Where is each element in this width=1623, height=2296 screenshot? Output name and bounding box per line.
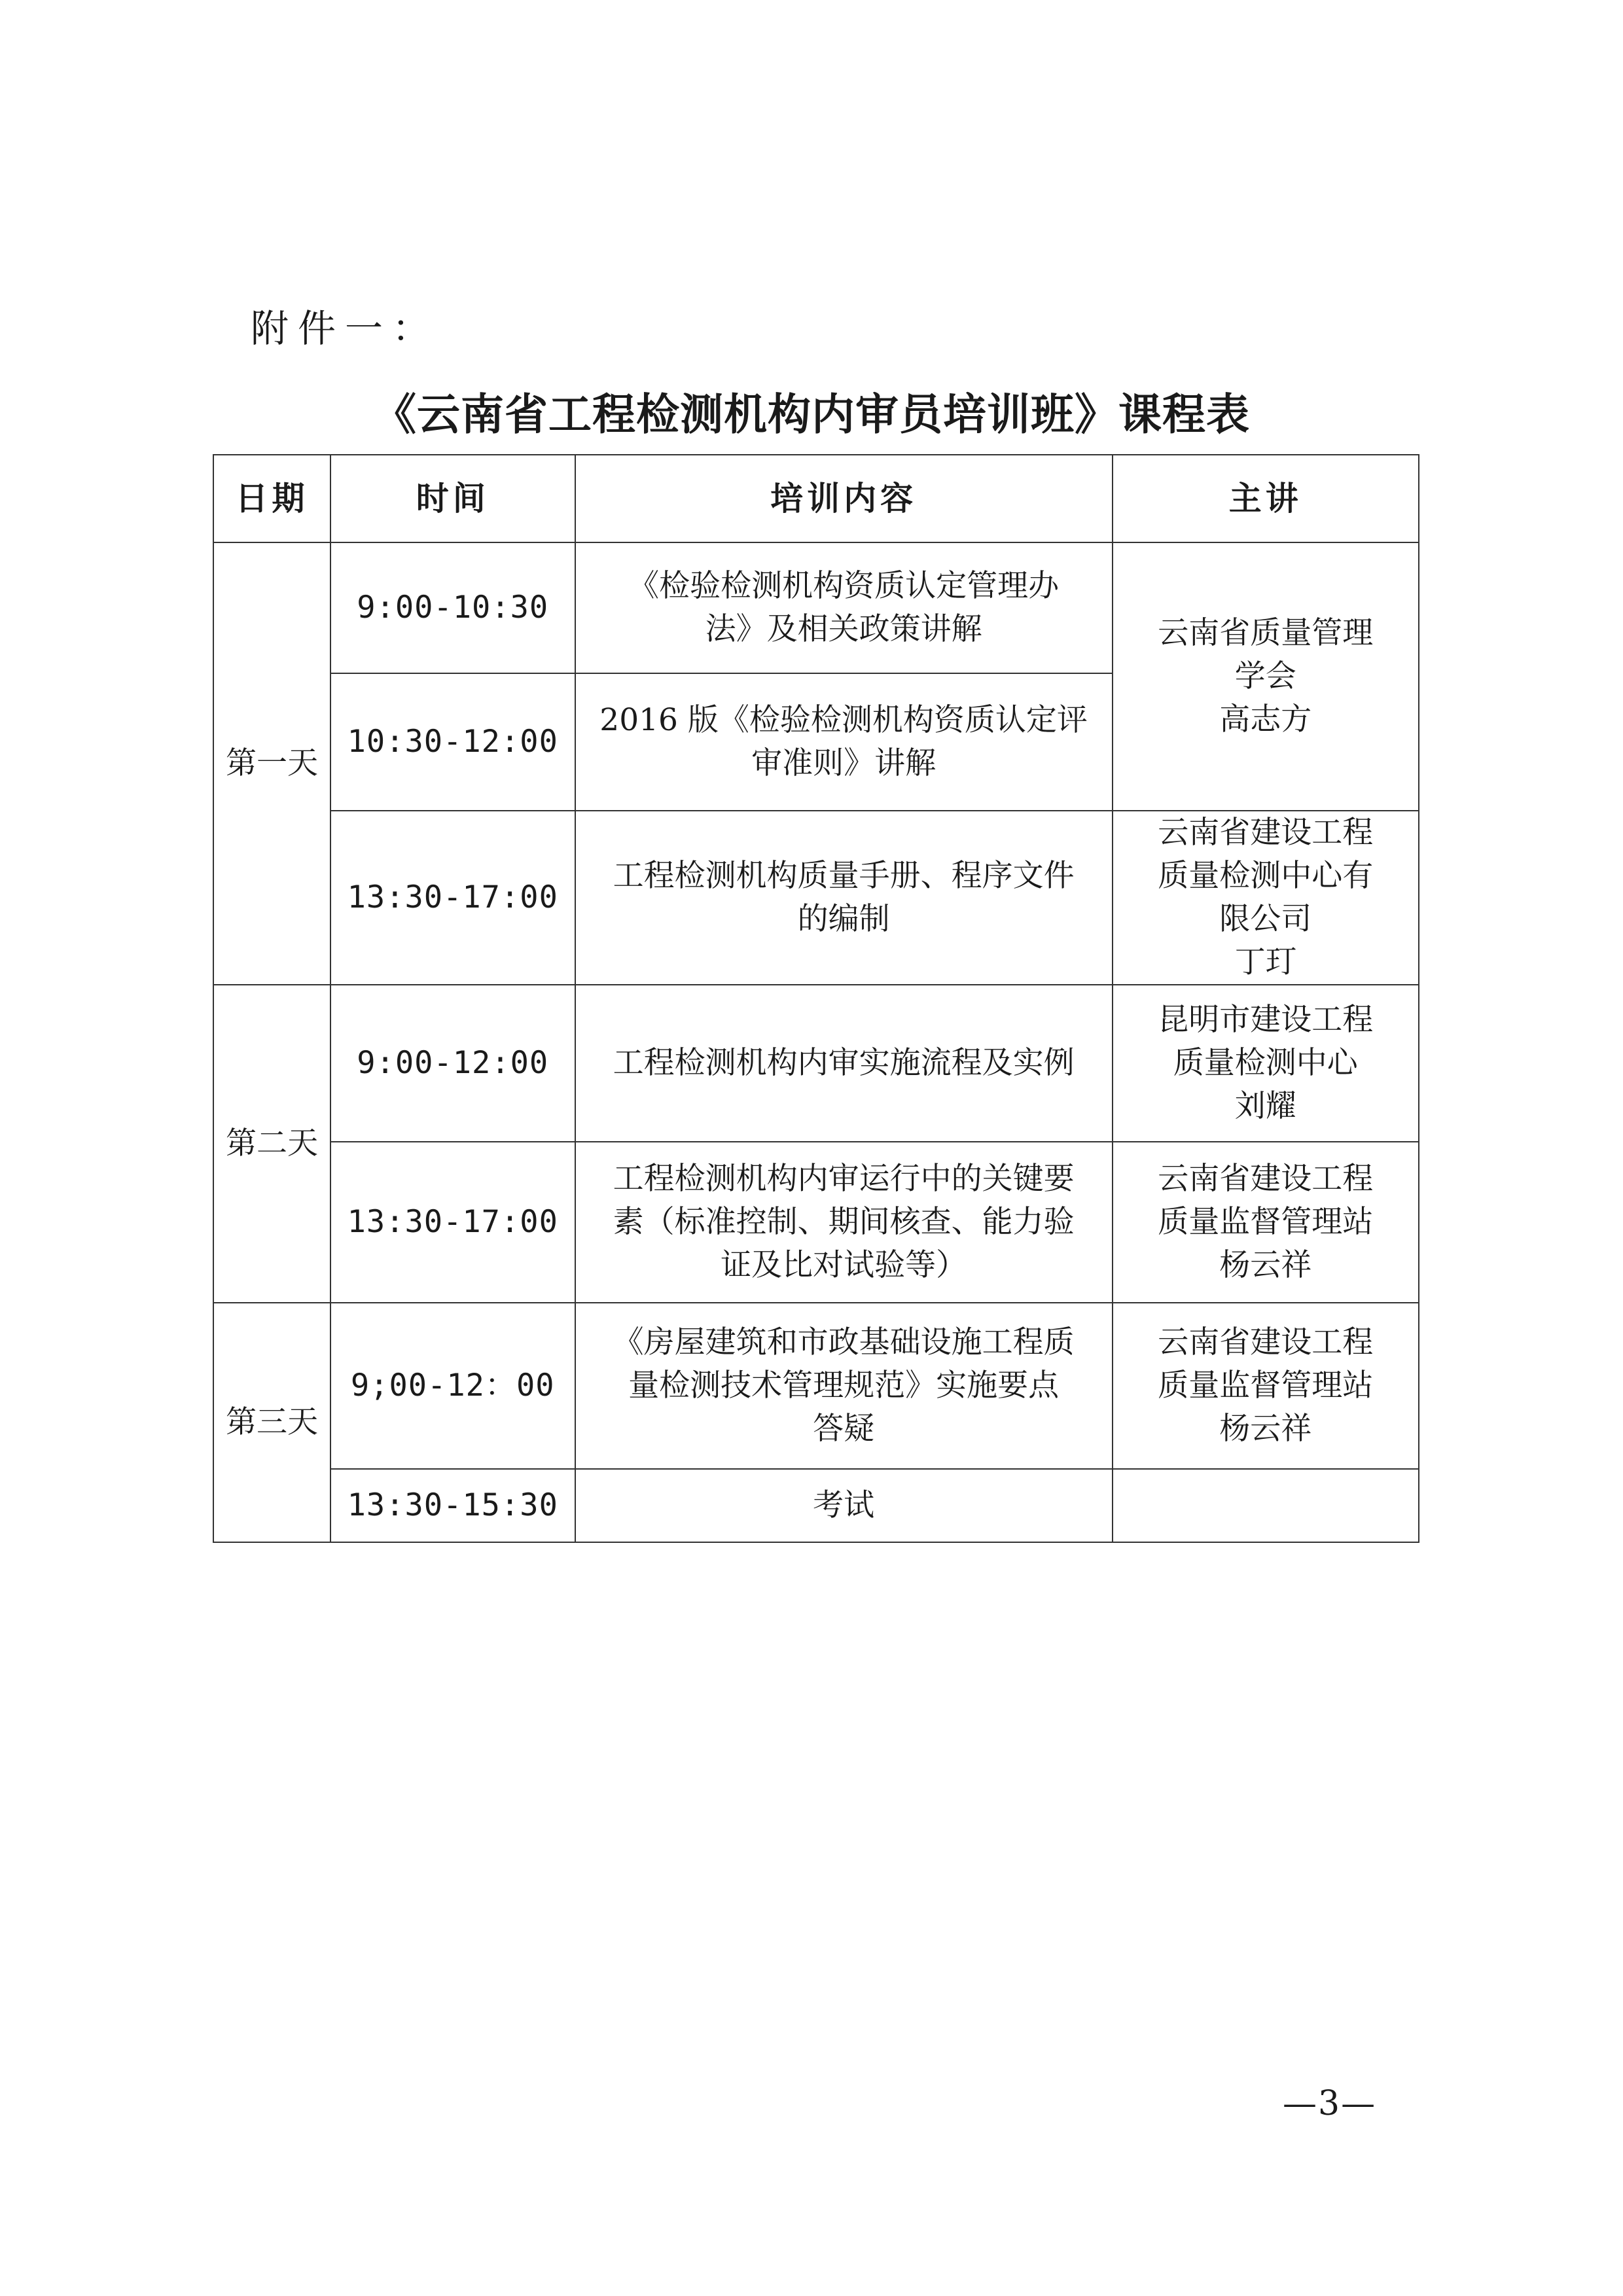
content-cell: 工程检测机构内审实施流程及实例 [575, 985, 1113, 1142]
header-content: 培训内容 [575, 455, 1113, 542]
attachment-label: 附件一： [251, 306, 440, 351]
document-title: 《云南省工程检测机构内审员培训班》课程表 [373, 389, 1250, 440]
table-header-row [213, 455, 1419, 542]
speaker-cell: 云南省建设工程 质量监督管理站 杨云祥 [1113, 1303, 1419, 1469]
time-cell: 13:30-17:00 [330, 811, 575, 985]
course-schedule-table [213, 454, 1419, 1543]
table-row [213, 542, 1419, 673]
speaker-cell: 云南省建设工程 质量监督管理站 杨云祥 [1113, 1142, 1419, 1303]
time-cell: 9:00-12:00 [330, 985, 575, 1142]
page-number: —3— [1283, 2084, 1377, 2123]
table-row [213, 1303, 1419, 1469]
table-row [213, 985, 1419, 1142]
time-cell: 13:30-17:00 [330, 1142, 575, 1303]
speaker-cell: 昆明市建设工程 质量检测中心 刘耀 [1113, 985, 1419, 1142]
content-cell: 工程检测机构质量手册、程序文件 的编制 [575, 811, 1113, 985]
table-row [213, 811, 1419, 985]
header-time: 时间 [330, 455, 575, 542]
content-cell: 工程检测机构内审运行中的关键要 素（标准控制、期间核查、能力验 证及比对试验等） [575, 1142, 1113, 1303]
table-row [213, 1142, 1419, 1303]
content-cell: 《检验检测机构资质认定管理办 法》及相关政策讲解 [575, 542, 1113, 673]
speaker-cell-empty [1113, 1469, 1419, 1542]
speaker-cell: 云南省建设工程 质量检测中心有 限公司 丁玎 [1113, 811, 1419, 985]
time-cell: 9:00-10:30 [330, 542, 575, 673]
content-cell: 《房屋建筑和市政基础设施工程质 量检测技术管理规范》实施要点 答疑 [575, 1303, 1113, 1469]
speaker-cell: 云南省质量管理 学会 高志方 [1113, 542, 1419, 811]
header-date: 日期 [213, 455, 330, 542]
time-cell: 10:30-12:00 [330, 673, 575, 811]
content-cell: 考试 [575, 1469, 1113, 1542]
time-cell: 9;00-12：00 [330, 1303, 575, 1469]
table-row [213, 1469, 1419, 1542]
day-cell-day1: 第一天 [213, 542, 330, 985]
day-cell-day3: 第三天 [213, 1303, 330, 1542]
header-speaker: 主讲 [1113, 455, 1419, 542]
content-cell: 2016 版《检验检测机构资质认定评 审准则》讲解 [575, 673, 1113, 811]
day-cell-day2: 第二天 [213, 985, 330, 1303]
time-cell: 13:30-15:30 [330, 1469, 575, 1542]
